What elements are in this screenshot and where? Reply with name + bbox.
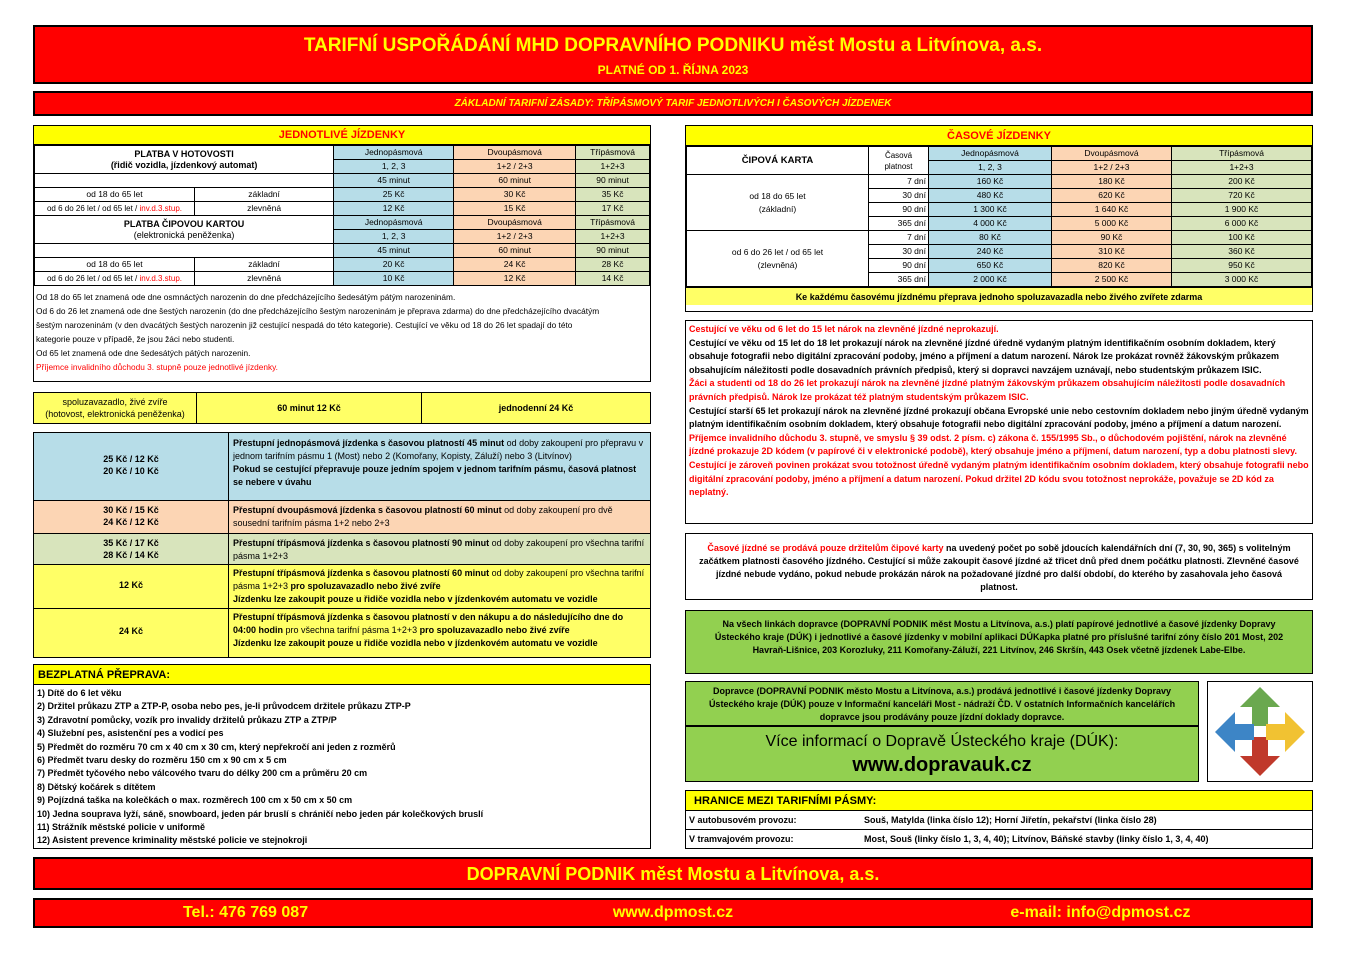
- bus-border-value: Souš, Matylda (linka číslo 12); Horní Jiřetín, pekařství (linka číslo 28): [864, 815, 1157, 825]
- price-cell: 2 500 Kč: [1052, 273, 1172, 287]
- price-cell: 650 Kč: [929, 259, 1052, 273]
- footer-company-name: DOPRAVNÍ PODNIK měst Mostu a Litvínova, a.s.: [466, 864, 880, 884]
- zone3-label: Třípásmová: [576, 216, 650, 230]
- zone3-label: Třípásmová: [590, 147, 636, 157]
- zone3-time: 90 minut: [576, 174, 650, 188]
- price-cell: 1 300 Kč: [929, 203, 1052, 217]
- season-tickets-box: [685, 125, 1313, 312]
- season-group-reduced: od 6 do 26 let / od 65 let: [731, 246, 824, 257]
- price-cell: 100 Kč: [1172, 231, 1312, 245]
- age-reduced: od 6 do 26 let / od 65 let / inv.d.3.stup.: [35, 272, 195, 286]
- category-reduced: zlevněná: [195, 202, 334, 216]
- footer-website-link[interactable]: www.dpmost.cz: [612, 904, 734, 921]
- price-cell: 90 Kč: [1052, 231, 1172, 245]
- page-subtitle: PLATNÉ OD 1. ŘÍJNA 2023: [597, 63, 749, 77]
- zone1-zones: 1, 2, 3: [929, 161, 1052, 175]
- transfer-row: 35 Kč / 17 Kč 28 Kč / 14 Kč Přestupní třípásmová jízdenka s časovou platností 90 minut od doby zakoupení pro všechna tarifní pásma 1+2+3: [34, 534, 650, 565]
- zone3-time: 90 minut: [576, 244, 650, 258]
- price-cell: 5 000 Kč: [1052, 217, 1172, 231]
- season-tickets-title: ČASOVÉ JÍZDENKY: [686, 126, 1312, 146]
- days-cell: 90 dní: [869, 259, 929, 273]
- days-cell: 7 dní: [869, 175, 929, 189]
- price-cell: 15 Kč: [454, 202, 576, 216]
- price-cell: 12 Kč: [454, 272, 576, 286]
- free-transport: [33, 664, 651, 849]
- days-cell: 7 dní: [869, 231, 929, 245]
- footer-phone[interactable]: Tel.: 476 769 087: [182, 904, 309, 921]
- footer-company: [33, 857, 1313, 890]
- category-base: základní: [195, 258, 334, 272]
- tram-border-label: V tramvajovém provozu:: [689, 834, 794, 844]
- price-cell: 480 Kč: [929, 189, 1052, 203]
- tariff-borders-title: HRANICE MEZI TARIFNÍMI PÁSMY:: [686, 791, 1312, 811]
- zone2-time: 60 minut: [454, 174, 576, 188]
- age-base: od 18 do 65 let: [35, 188, 195, 202]
- single-tickets-title: JEDNOTLIVÉ JÍZDENKY: [34, 126, 650, 145]
- season-group-base-label: (základní): [758, 203, 797, 214]
- discount-rules: [685, 320, 1313, 524]
- price-cell: 720 Kč: [1172, 189, 1312, 203]
- zone2-zones: 1+2 / 2+3: [1052, 161, 1172, 175]
- price-cell: 30 Kč: [454, 188, 576, 202]
- price-cell: 14 Kč: [576, 272, 650, 286]
- category-base: základní: [195, 188, 334, 202]
- page-title: TARIFNÍ USPOŘÁDÁNÍ MHD DOPRAVNÍHO PODNIKU měst Mostu a Litvínova, a.s.: [303, 35, 1043, 56]
- zone2-label: Dvoupásmová: [454, 216, 576, 230]
- cash-title: PLATBA V HOTOVOSTI: [134, 148, 234, 159]
- zone1-time: 45 minut: [334, 244, 454, 258]
- duk-validity-note: Na všech linkách dopravce (DOPRAVNÍ PODNIK měst Mostu a Litvínova, a.s.) platí papírové jednotlivé a časové jízdenky Dopravy Ústeckého kraje (DÚK) i jednotlivé a časové jízdenky v mobilní aplikaci DÚKapka platné pro příslušné tarifní zóny číslo 201 Most, 202 Havraň-Lišnice, 203 Korozluky, 211 Komořany-Záluží, 221 Litvínov, 246 Skršín, 443 Osek včetně jízdenek Labe-Elbe.: [685, 610, 1313, 674]
- season-group-reduced-label: (zlevněná): [757, 259, 798, 270]
- zone3-zones: 1+2+3: [1172, 161, 1312, 175]
- zone2-zones: 1+2 / 2+3: [454, 230, 576, 244]
- rule-text: Příjemce invalidního důchodu 3. stupně, ve smyslu § 39 odst. 2 písm. c) zákona č. 155/1995 Sb., o důchodovém pojištění, nárok na zlevněné jízdné prokazuje 2D kódem (v papírové či v elektronické podobě), který obsahuje jméno a příjmení, datum narození, typ a dobu platnosti slevy. Cestující je zároveň povinen prokázat svou totožnost úředně vydaným platným identifikačním osobním dokladem, který obsahuje fotografii nebo digitální zpracování podoby, jméno a příjmení a datum narození. Pokud držitel 2D kódu svou totožnost neprokáže, považuje se 2D kód za neplatný.: [689, 432, 1309, 498]
- zone1-label: Jednopásmová: [929, 147, 1052, 161]
- price-cell: 310 Kč: [1052, 245, 1172, 259]
- duk-sales-note: Dopravce (DOPRAVNÍ PODNIK město Mostu a Litvínova, a.s.) prodává jednotlivé i časové jízdenky Dopravy Ústeckého kraje (DÚK) pouze v Informační kanceláři Most - nádraží ČD. V ostatních Informačních kancelářích dopravce jsou prodávány pouze jízdní doklady dopravce.: [685, 681, 1199, 726]
- duk-info-text: Více informací o Dopravě Ústeckého kraje (DÚK):: [765, 733, 1119, 750]
- price-cell: 820 Kč: [1052, 259, 1172, 273]
- age-reduced: od 6 do 26 let / od 65 let / inv.d.3.stup.: [35, 202, 195, 216]
- cash-subtitle: (řidič vozidla, jízdenkový automat): [110, 159, 258, 170]
- companion-label: spoluzavazadlo, živé zvíře: [62, 397, 168, 407]
- rule-text: Cestující starší 65 let prokazují nárok na zlevněné jízdné prokazují občana Evropské unie nebo cestovním dokladem nebo jiným úředně vydaným platným identifikačním osobním dokladem, který obsahuje fotografii nebo digitální zpracování podoby, jméno a příjmení a datum narození.: [689, 405, 1309, 430]
- rule-text: Cestující ve věku od 15 let do 18 let prokazují nárok na zlevněné jízdné úředně vydaným platným identifikačním osobním dokladem, který obsahuje fotografii nebo digitální zpracování podoby, jméno a příjmení a datum narození. Nárok lze prokázat rovněž žákovským průkazem obsahujícím náležitosti podle dosavadních právních předpisů, který si dopravci navzájem uznávají, nebo studentským průkazem ISIC.: [689, 337, 1279, 375]
- price-cell: 25 Kč: [334, 188, 454, 202]
- transfer-row: 25 Kč / 12 Kč 20 Kč / 10 Kč Přestupní jednopásmová jízdenka s časovou platností 45 minut od doby zakoupení pro přepravu v jednom tarifním pásmu 1 (Most) nebo 2 (Komořany, Kopisty, Záluží) nebo 3 (Litvínov) Pokud se cestující přepravuje pouze jedním spojem v jednom tarifním pásmu, časová platnost se nebere v úvahu: [34, 433, 650, 501]
- duk-website-link[interactable]: www.dopravauk.cz: [852, 754, 1032, 776]
- tram-border-value: Most, Souš (linky číslo 1, 3, 4, 40); Litvínov, Báňské stavby (linky číslo 1, 3, 4, 40): [864, 834, 1209, 844]
- zone2-label: Dvoupásmová: [1052, 147, 1172, 161]
- single-tickets-table: [34, 145, 650, 286]
- price-cell: 180 Kč: [1052, 175, 1172, 189]
- zone2-zones: 1+2 / 2+3: [454, 160, 576, 174]
- card-title: PLATBA ČIPOVOU KARTOU: [123, 218, 245, 229]
- zone3-zones: 1+2+3: [576, 160, 650, 174]
- companion-sublabel: (hotovost, elektronická peněženka): [45, 409, 185, 419]
- free-transport-list: 1) Dítě do 6 let věku 2) Držitel průkazu ZTP a ZTP-P, osoba nebo pes, je-li průvodcem držitele průkazu ZTP-P 3) Zdravotní pomůcky, vozík pro invalidy držitelů průkazu ZTP a ZTP/P 4) Služební pes, asistenční pes a vodicí pes 5) Předmět do rozměru 70 cm x 40 cm x 30 cm, který nepřekročí ani jeden z rozměrů 6) Předmět tvaru desky do rozměru 150 cm x 90 cm x 5 cm 7) Předmět tyčového nebo válcového tvaru do délky 200 cm a průměru 20 cm 8) Dětský kočárek s dítětem 9) Pojízdná taška na kolečkách o max. rozměrech 100 cm x 50 cm x 50 cm 10) Jedna souprava lyží, sáně, snowboard, jeden pár bruslí s chráničí nebo jeden pár kolečkových bruslí 11) Strážník městské policie v uniformě 12) Asistent prevence kriminality městské policie ve stejnokroji: [37, 688, 484, 846]
- header-banner: [33, 25, 1313, 84]
- days-cell: 30 dní: [869, 245, 929, 259]
- price-cell: 6 000 Kč: [1172, 217, 1312, 231]
- companion-day: jednodenní 24 Kč: [498, 403, 574, 413]
- price-cell: 3 000 Kč: [1172, 273, 1312, 287]
- chip-card-title: ČIPOVÁ KARTA: [687, 147, 869, 175]
- companion-row: [33, 392, 651, 424]
- zone3-label: Třípásmová: [1172, 147, 1312, 161]
- category-reduced: zlevněná: [195, 272, 334, 286]
- price-cell: 20 Kč: [334, 258, 454, 272]
- price-cell: 35 Kč: [576, 188, 650, 202]
- zone1-time: 45 minut: [334, 174, 454, 188]
- price-cell: 28 Kč: [576, 258, 650, 272]
- price-cell: 240 Kč: [929, 245, 1052, 259]
- arrows-logo-icon: [1208, 682, 1312, 781]
- price-cell: 360 Kč: [1172, 245, 1312, 259]
- duk-info-box: [685, 726, 1199, 782]
- price-cell: 620 Kč: [1052, 189, 1172, 203]
- days-cell: 30 dní: [869, 189, 929, 203]
- companion-60min: 60 minut 12 Kč: [197, 393, 422, 423]
- transfer-row: 24 Kč Přestupní třípásmová jízdenka s časovou platností v den nákupu a do následujícího dne do 04:00 hodin pro všechna tarifní pásma 1+2+3 pro spoluzavazadlo nebo živé zvíře Jízdenku lze zakoupit pouze u řidiče vozidla nebo v jízdenkovém automatu ve vozidle: [34, 609, 650, 657]
- transfer-row: 12 Kč Přestupní třípásmová jízdenka s časovou platností 60 minut od doby zakoupení pro všechna tarifní pásma 1+2+3 pro spoluzavazadlo nebo živé zvíře Jízdenku lze zakoupit pouze u řidiče vozidla nebo v jízdenkovém automatu ve vozidle: [34, 565, 650, 609]
- zone3-zones: 1+2+3: [576, 230, 650, 244]
- price-cell: 12 Kč: [334, 202, 454, 216]
- price-cell: 950 Kč: [1172, 259, 1312, 273]
- days-cell: 90 dní: [869, 203, 929, 217]
- days-cell: 365 dní: [869, 273, 929, 287]
- season-tickets-table: [686, 146, 1312, 287]
- free-transport-title: BEZPLATNÁ PŘEPRAVA:: [34, 665, 650, 685]
- single-tickets-box: [33, 125, 651, 382]
- zone1-zones: 1, 2, 3: [334, 230, 454, 244]
- age-notes: Od 18 do 65 let znamená ode dne osmnáctých narozenin do dne předcházejícího šedesátým pátým narozeninám. Od 6 do 26 let znamená ode dne šestých narozenin (do dne předcházejícího šestým narozeninám je přeprava zdarma) do dne předcházejícího dvacátým šestým narozeninám (v den dvacátých šestých narozenin již cestující nespadá do této kategorie). Cestující ve věku od 18 do 26 let spadají do této kategorie pouze v případě, že jsou žáci nebo studenti. Od 65 let znamená ode dne šedesátých pátých narozenin. Příjemce invalidního důchodu 3. stupně pouze jednotlivé jízdenky.: [36, 292, 600, 372]
- zone1-label: Jednopásmová: [334, 216, 454, 230]
- price-cell: 80 Kč: [929, 231, 1052, 245]
- days-cell: 365 dní: [869, 217, 929, 231]
- price-cell: 10 Kč: [334, 272, 454, 286]
- season-companion-note: Ke každému časovému jízdnému přeprava jednoho spoluzavazadla nebo živého zvířete zdarma: [686, 287, 1312, 305]
- card-subtitle: (elektronická peněženka): [133, 229, 235, 240]
- price-cell: 200 Kč: [1172, 175, 1312, 189]
- tariff-borders: [685, 790, 1313, 849]
- zone1-zones: 1, 2, 3: [334, 160, 454, 174]
- footer-contacts: [33, 898, 1313, 928]
- price-cell: 1 640 Kč: [1052, 203, 1172, 217]
- zone2-time: 60 minut: [454, 244, 576, 258]
- price-cell: 24 Kč: [454, 258, 576, 272]
- chip-card-note: Časové jízdné se prodává pouze držitelům čipové karty na uvedený počet po sobě jdoucích kalendářních dní (7, 30, 90, 365) s volitelným začátkem platnosti časového jízdného. Cestující si může zakoupit časové jízdné až třicet dnů před dnem počátku platnosti. Zlevněné časové jízdné nebude vydáno, pokud nebude prokázán nárok na požadované jízdné pro další období, do kterého by zasahovala jeho časová platnost.: [685, 533, 1313, 600]
- validity-label: Časová platnost: [869, 147, 929, 175]
- price-cell: 17 Kč: [576, 202, 650, 216]
- zone1-label: Jednopásmová: [364, 147, 423, 157]
- duk-logo: [1207, 681, 1313, 782]
- price-cell: 160 Kč: [929, 175, 1052, 189]
- age-base: od 18 do 65 let: [35, 258, 195, 272]
- footer-email-link[interactable]: e-mail: info@dpmost.cz: [1010, 904, 1191, 921]
- price-cell: 2 000 Kč: [929, 273, 1052, 287]
- principles-text: ZÁKLADNÍ TARIFNÍ ZÁSADY: TŘÍPÁSMOVÝ TARIF JEDNOTLIVÝCH I ČASOVÝCH JÍZDENEK: [454, 98, 892, 109]
- transfer-tickets: [33, 432, 651, 658]
- price-cell: 1 900 Kč: [1172, 203, 1312, 217]
- bus-border-label: V autobusovém provozu:: [689, 815, 797, 825]
- price-cell: 4 000 Kč: [929, 217, 1052, 231]
- transfer-row: 30 Kč / 15 Kč 24 Kč / 12 Kč Přestupní dvoupásmová jízdenka s časovou platností 60 minut od doby zakoupení pro dvě sousední tarifním pásma 1+2 nebo 2+3: [34, 501, 650, 534]
- principles-banner: [33, 91, 1313, 116]
- rule-text: Žáci a studenti od 18 do 26 let prokazují nárok na zlevněné jízdné platným žákovským průkazem obsahujícím náležitosti podle dosavadních právních předpisů. Nárok lze prokázat též platným studentským průkazem ISIC.: [689, 378, 1286, 402]
- season-group-base: od 18 do 65 let: [749, 190, 806, 201]
- rule-text: Cestující ve věku od 6 let do 15 let nárok na zlevněné jízdné neprokazují.: [689, 324, 999, 334]
- zone2-label: Dvoupásmová: [487, 147, 542, 157]
